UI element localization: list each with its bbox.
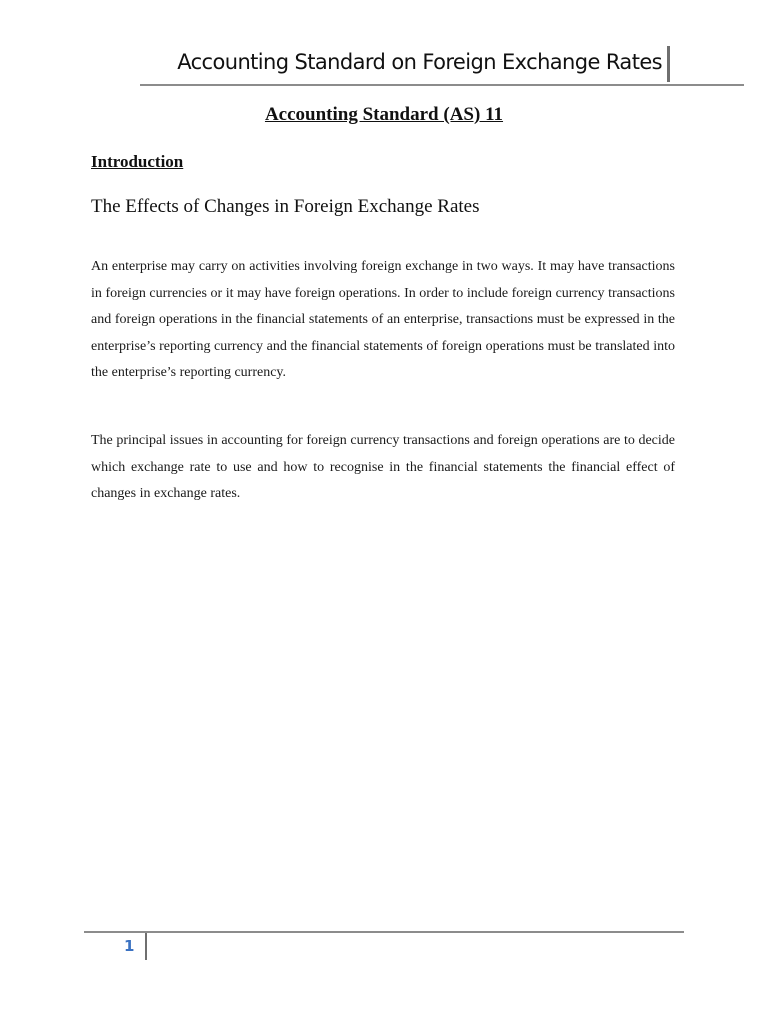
header-vertical-rule [667, 46, 670, 82]
footer-vertical-rule [145, 933, 147, 960]
section-subtitle: The Effects of Changes in Foreign Exchange Rates [91, 196, 480, 217]
page-number: 1 [124, 937, 135, 955]
body-paragraph: The principal issues in accounting for foreign currency transactions and foreign operations are to decide which exchange rate to use and how to recognise in the financial statements the financial effect of changes in exchange rates. [91, 433, 675, 501]
running-header [140, 44, 744, 86]
running-header-title: Accounting Standard on Foreign Exchange Rates [177, 50, 662, 74]
footer-rule [84, 931, 684, 933]
body-paragraph: An enterprise may carry on activities involving foreign exchange in two ways. It may have transactions in foreign currencies or it may have foreign operations. In order to include foreign currency transactions and foreign operations in the financial statements of an enterprise, transactions must be expressed in the enterprise’s reporting currency and the financial statements of foreign operations must be translated into the enterprise’s reporting currency. [91, 259, 675, 380]
document-title: Accounting Standard (AS) 11 [264, 104, 504, 125]
section-heading-introduction: Introduction [91, 152, 184, 171]
